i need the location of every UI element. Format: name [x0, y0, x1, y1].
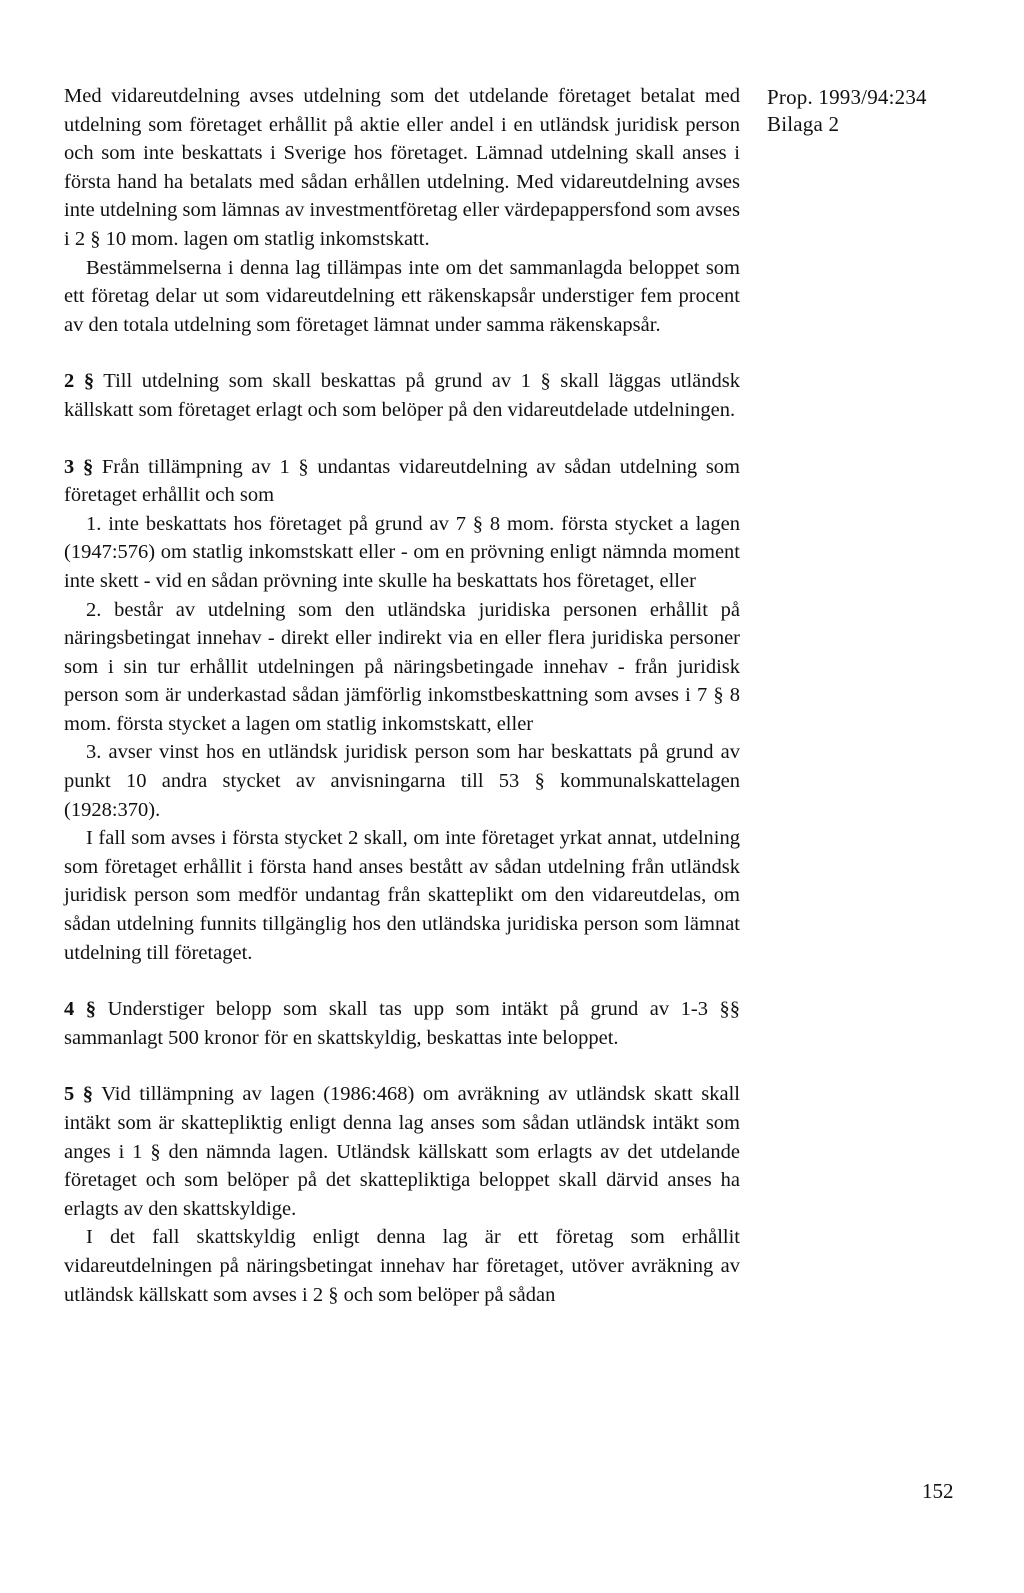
section-3-item-2: 2. består av utdelning som den utländska juridiska personen erhållit på näringsbetingat innehav - direkt eller indirekt via en eller flera juridiska personer som i sin tur erhållit utdelningen på näringsbetingade innehav - från juridisk person som är underkastad sådan jämförlig inkomstbeskattning som avses i 7 § 8 mom. första stycket a lagen om statlig inkomstskatt, eller: [64, 598, 740, 735]
section-3-item-1: 1. inte beskattats hos företaget på grund av 7 § 8 mom. första stycket a lagen (1947:576) om statlig inkomstskatt eller - om en prövning enligt nämnda moment inte skett - vid en sådan prövning inte skulle ha beskattats hos företaget, eller: [64, 512, 740, 592]
bilaga-label: Bilaga 2: [767, 112, 840, 136]
section-4: [64, 995, 740, 1052]
prop-reference: Prop. 1993/94:234: [767, 85, 927, 109]
section-4-text: Understiger belopp som skall tas upp som intäkt på grund av 1-3 §§ sammanlagt 500 kronor för en skattskyldig, beskattas inte beloppet.: [64, 998, 741, 1049]
section-5-text: Vid tillämpning av lagen (1986:468) om avräkning av utländsk skatt skall intäkt som är skattepliktig enligt denna lag anses som sådan utländsk intäkt som anges i 1 § den nämnda lagen. Utländsk källskatt som erlagts av det utdelande företaget och som belöper på det skattepliktiga beloppet skall därvid anses ha erlagts av den skattskyldige.: [64, 1083, 740, 1220]
paragraph-vidareutdelning-definition: Med vidareutdelning avses utdelning som det utdelande företaget betalat med utdelning som företaget erhållit på aktie eller andel i en utländsk juridisk person och som inte beskattats i Sverige hos företaget. Lämnad utdelning skall anses i första hand ha betalats med sådan erhållen utdelning. Med vidareutdelning avses inte utdelning som lämnas av investmentföretag eller värdepappersfond som avses i 2 § 10 mom. lagen om statlig inkomstskatt.: [64, 85, 740, 250]
section-5-number: 5 §: [64, 1083, 94, 1106]
page-number: 152: [922, 1479, 954, 1503]
section-5-paragraph-2: I det fall skattskyldig enligt denna lag är ett företag som erhållit vidareutdelningen på näringsbetingat innehav har företaget, utöver avräkning av utländsk källskatt som avses i 2 § och som belöper på sådan: [64, 1226, 740, 1306]
section-3-item-3: 3. avser vinst hos en utländsk juridisk person som har beskattats på grund av punkt 10 andra stycket av anvisningarna till 53 § kommunalskattelagen (1928:370).: [64, 741, 740, 821]
section-2: [64, 367, 740, 424]
section-2-number: 2 §: [64, 370, 95, 393]
section-4-number: 4 §: [64, 998, 97, 1021]
paragraph-threshold-rule: Bestämmelserna i denna lag tillämpas inte om det sammanlagda beloppet som ett företag delar ut som vidareutdelning ett räkenskapsår understiger fem procent av den totala utdelning som företaget lämnat under samma räkenskapsår.: [64, 256, 740, 336]
section-3-paragraph-2: I fall som avses i första stycket 2 skall, om inte företaget yrkat annat, utdelning som företaget erhållit i första hand anses bestått av sådan utdelning från utländsk juridisk person som medför undantag från skatteplikt om den vidareutdelas, om sådan utdelning funnits tillgänglig hos den utländska juridiska person som lämnat utdelning till företaget.: [64, 827, 740, 964]
body-text: [64, 82, 740, 1309]
section-2-text: Till utdelning som skall beskattas på grund av 1 § skall läggas utländsk källskatt som företaget erlagt och som belöper på den vidareutdelade utdelningen.: [64, 370, 740, 421]
page-header: [767, 84, 927, 138]
section-3-number: 3 §: [64, 455, 94, 478]
section-5: [64, 1080, 740, 1223]
section-3-text: Från tillämpning av 1 § undantas vidareutdelning av sådan utdelning som företaget erhållit och som: [64, 455, 741, 507]
section-3: [64, 453, 740, 510]
